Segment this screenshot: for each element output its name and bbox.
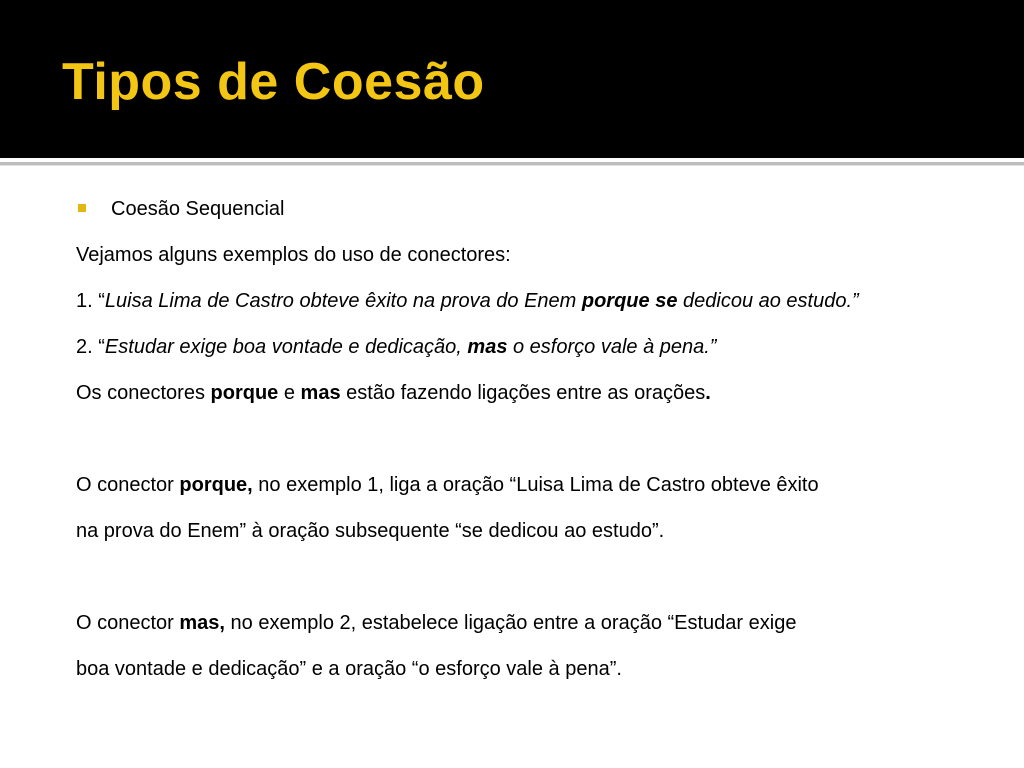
summary-a: Os conectores: [76, 382, 211, 404]
para-1-a: O conector: [76, 474, 180, 496]
summary-c: e: [278, 382, 301, 404]
spacer: [76, 554, 976, 600]
bullet-item: [75, 186, 976, 232]
example-2-pre: Estudar exige boa vontade e dedicação,: [104, 336, 468, 358]
example-1-number: 1.: [76, 290, 99, 312]
para-1-d: na prova do Enem” à oração subsequente “se dedicou ao estudo”.: [76, 520, 665, 542]
summary-e: estão fazendo ligações entre as orações: [340, 382, 706, 404]
example-1-quote: “: [98, 290, 105, 312]
bullet-text: Coesão Sequencial: [111, 198, 285, 220]
example-1-pre: Luisa Lima de Castro obteve êxito na prova do Enem: [104, 290, 582, 312]
example-1: [76, 278, 976, 324]
para-1-connector: porque,: [179, 474, 253, 496]
example-1-post: dedicou ao estudo.”: [677, 290, 859, 312]
para-1-c: no exemplo 1, liga a oração “Luisa Lima de Castro obteve êxito: [252, 474, 819, 496]
example-2-number: 2.: [76, 336, 99, 358]
spacer: [76, 416, 976, 462]
divider-light: [0, 165, 1024, 166]
para-2-c: no exemplo 2, estabelece ligação entre a oração “Estudar exige: [224, 612, 797, 634]
summary-porque: porque: [210, 382, 279, 404]
intro-text: Vejamos alguns exemplos do uso de conectores:: [76, 244, 511, 266]
summary-line: [76, 370, 976, 416]
example-1-connector: porque se: [581, 290, 678, 312]
para-2-a: O conector: [76, 612, 180, 634]
example-2-quote: “: [98, 336, 105, 358]
example-2-connector: mas: [467, 336, 508, 358]
slide-title: Tipos de Coesão: [62, 53, 485, 111]
intro-line: [76, 232, 976, 278]
summary-period: .: [705, 382, 711, 404]
slide-body: [76, 186, 976, 692]
square-bullet-icon: [78, 204, 86, 212]
para-1-line-2: [76, 508, 976, 554]
para-2-line-2: [76, 646, 976, 692]
example-2-post: o esforço vale à pena.”: [507, 336, 717, 358]
title-bar: [0, 0, 1024, 158]
para-2-line-1: [76, 600, 976, 646]
para-2-connector: mas,: [179, 612, 225, 634]
para-1-line-1: [76, 462, 976, 508]
summary-mas: mas: [300, 382, 341, 404]
para-2-d: boa vontade e dedicação” e a oração “o esforço vale à pena”.: [76, 658, 622, 680]
example-2: [76, 324, 976, 370]
